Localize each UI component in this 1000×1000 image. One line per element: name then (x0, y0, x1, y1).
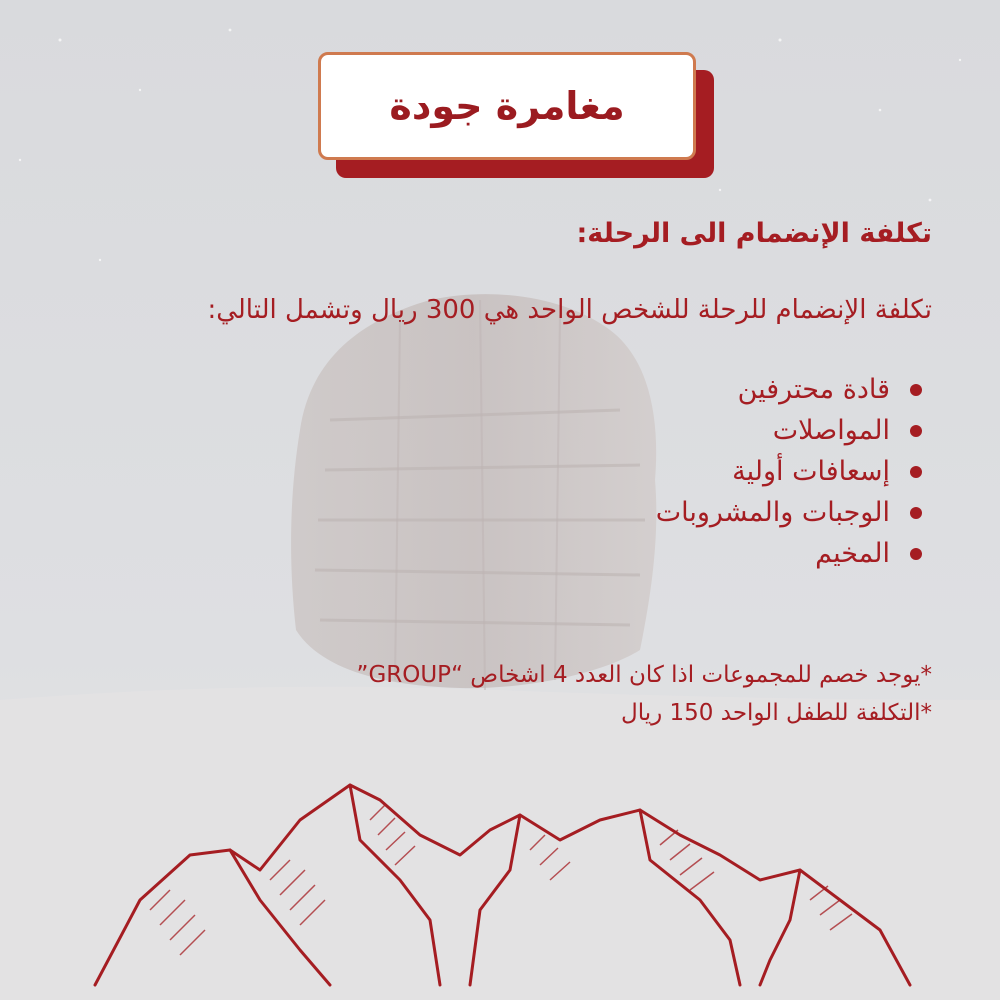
page-title: مغامرة جودة (389, 84, 625, 128)
list-item (80, 451, 932, 492)
included-list (80, 369, 932, 574)
title-card-box (318, 52, 696, 160)
bullet-icon (910, 425, 922, 437)
title-card (318, 52, 696, 160)
group-discount-note: *يوجد خصم للمجموعات اذا كان العدد 4 اشخاص “GROUP” (356, 662, 932, 688)
bullet-icon (910, 466, 922, 478)
notes (80, 656, 932, 732)
list-item (80, 410, 932, 451)
bullet-icon (910, 507, 922, 519)
bullet-icon (910, 384, 922, 396)
child-price-note: *التكلفة للطفل الواحد 150 ريال (620, 700, 932, 726)
section-heading: تكلفة الإنضمام الى الرحلة: (576, 218, 932, 249)
list-item-label: الوجبات والمشروبات (655, 497, 890, 528)
mountains-sketch-illustration (0, 760, 1000, 1000)
cost-section (80, 218, 932, 732)
list-item (80, 369, 932, 410)
section-intro: تكلفة الإنضمام للرحلة للشخص الواحد هي 300 ريال وتشمل التالي: (207, 295, 932, 325)
list-item-label: إسعافات أولية (732, 456, 890, 487)
bullet-icon (910, 548, 922, 560)
list-item-label: المواصلات (772, 415, 890, 446)
list-item (80, 533, 932, 574)
list-item-label: المخيم (815, 538, 890, 569)
list-item (80, 492, 932, 533)
list-item-label: قادة محترفين (737, 374, 890, 405)
